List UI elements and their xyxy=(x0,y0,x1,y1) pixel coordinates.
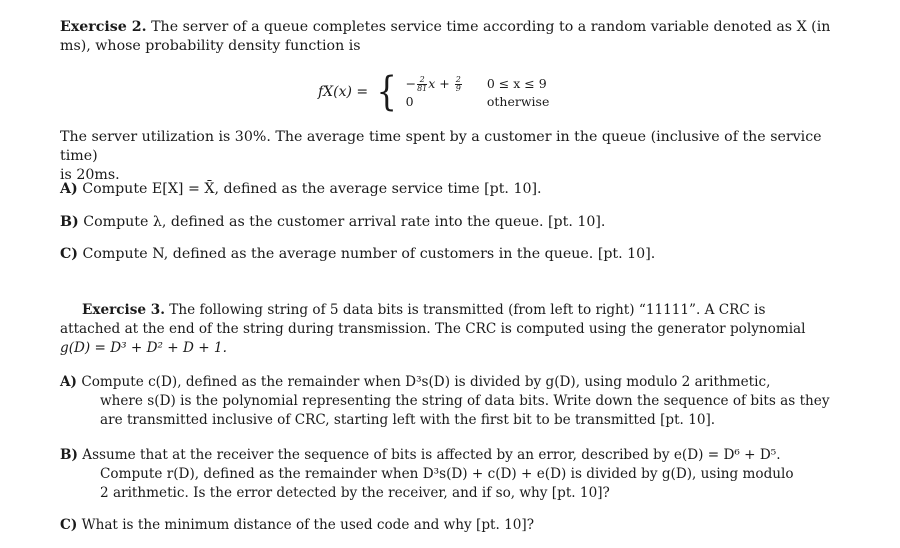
exercise-3-intro-line2: attached at the end of the string during transmission. The CRC is computed using the generator polynomial xyxy=(60,321,806,337)
case1-frac1: $\frac{2}{81}$ xyxy=(417,74,428,93)
exercise-2-question-c: C) Compute N, defined as the average number of customers in the queue. [pt. 10]. xyxy=(60,246,656,262)
utilization-line1: The server utilization is 30%. The average time spent by a customer in the queue (inclusive of the service time) xyxy=(60,129,822,164)
exercise-2-question-a: A) Compute E[X] = X̄, defined as the average service time [pt. 10]. xyxy=(60,181,542,197)
exercise-3-title: Exercise 3. xyxy=(82,302,165,318)
case2-expression: 0 xyxy=(405,93,414,109)
exercise-2-intro-line2: ms), whose probability density function is xyxy=(60,38,361,54)
exercise-3-question-c: C) What is the minimum distance of the used code and why [pt. 10]? xyxy=(60,517,535,533)
exercise-3-intro xyxy=(60,301,840,358)
case1-condition: 0 ≤ x ≤ 9 xyxy=(486,75,547,91)
case1-frac2: $\frac{2}{9}$ xyxy=(455,74,461,93)
exercise-3-intro-line1: The following string of 5 data bits is transmitted (from left to right) “11111”. A CRC is xyxy=(169,302,766,318)
exercise-2-utilization xyxy=(60,128,840,185)
exercise-2-intro xyxy=(60,18,840,56)
formula-cases xyxy=(406,75,550,110)
exercise-3-intro-line3: g(D) = D³ + D² + D + 1. xyxy=(60,340,227,356)
exercise-3-question-b: B) Assume that at the receiver the sequence of bits is affected by an error, described by e(D) = D⁶ + D⁵. Compute r(D), defined as the remainder when D³s(D) + c(D) + e(D) is divided by g(D), using modulo 2 arithmetic. Is the error detected by the receiver, and if so, why [pt. 10]? xyxy=(60,447,794,501)
exercise-2-question-b: B) Compute λ, defined as the customer arrival rate into the queue. [pt. 10]. xyxy=(60,214,606,230)
case1-expression: − $\frac{2}{81}$ x + $\frac{2}{9}$ xyxy=(405,74,461,93)
exercise-2-intro-line1: The server of a queue completes service time according to a random variable denoted as X (in xyxy=(151,19,831,35)
exercise-3-question-a: A) Compute c(D), defined as the remainder when D³s(D) is divided by g(D), using modulo 2 arithmetic, where s(D) is the polynomial representing the string of data bits. Write down the sequence of bits as they are transmitted inclusive of CRC, starting left with the first bit to be transmitted [pt. 10]. xyxy=(60,374,830,428)
pdf-formula xyxy=(318,69,550,115)
exercise-2-title: Exercise 2. xyxy=(60,19,147,35)
formula-lhs: fX(x) = xyxy=(318,84,369,100)
utilization-line2: is 20ms. xyxy=(60,167,120,183)
case2-condition: otherwise xyxy=(486,93,550,109)
formula-brace: { xyxy=(376,69,398,115)
